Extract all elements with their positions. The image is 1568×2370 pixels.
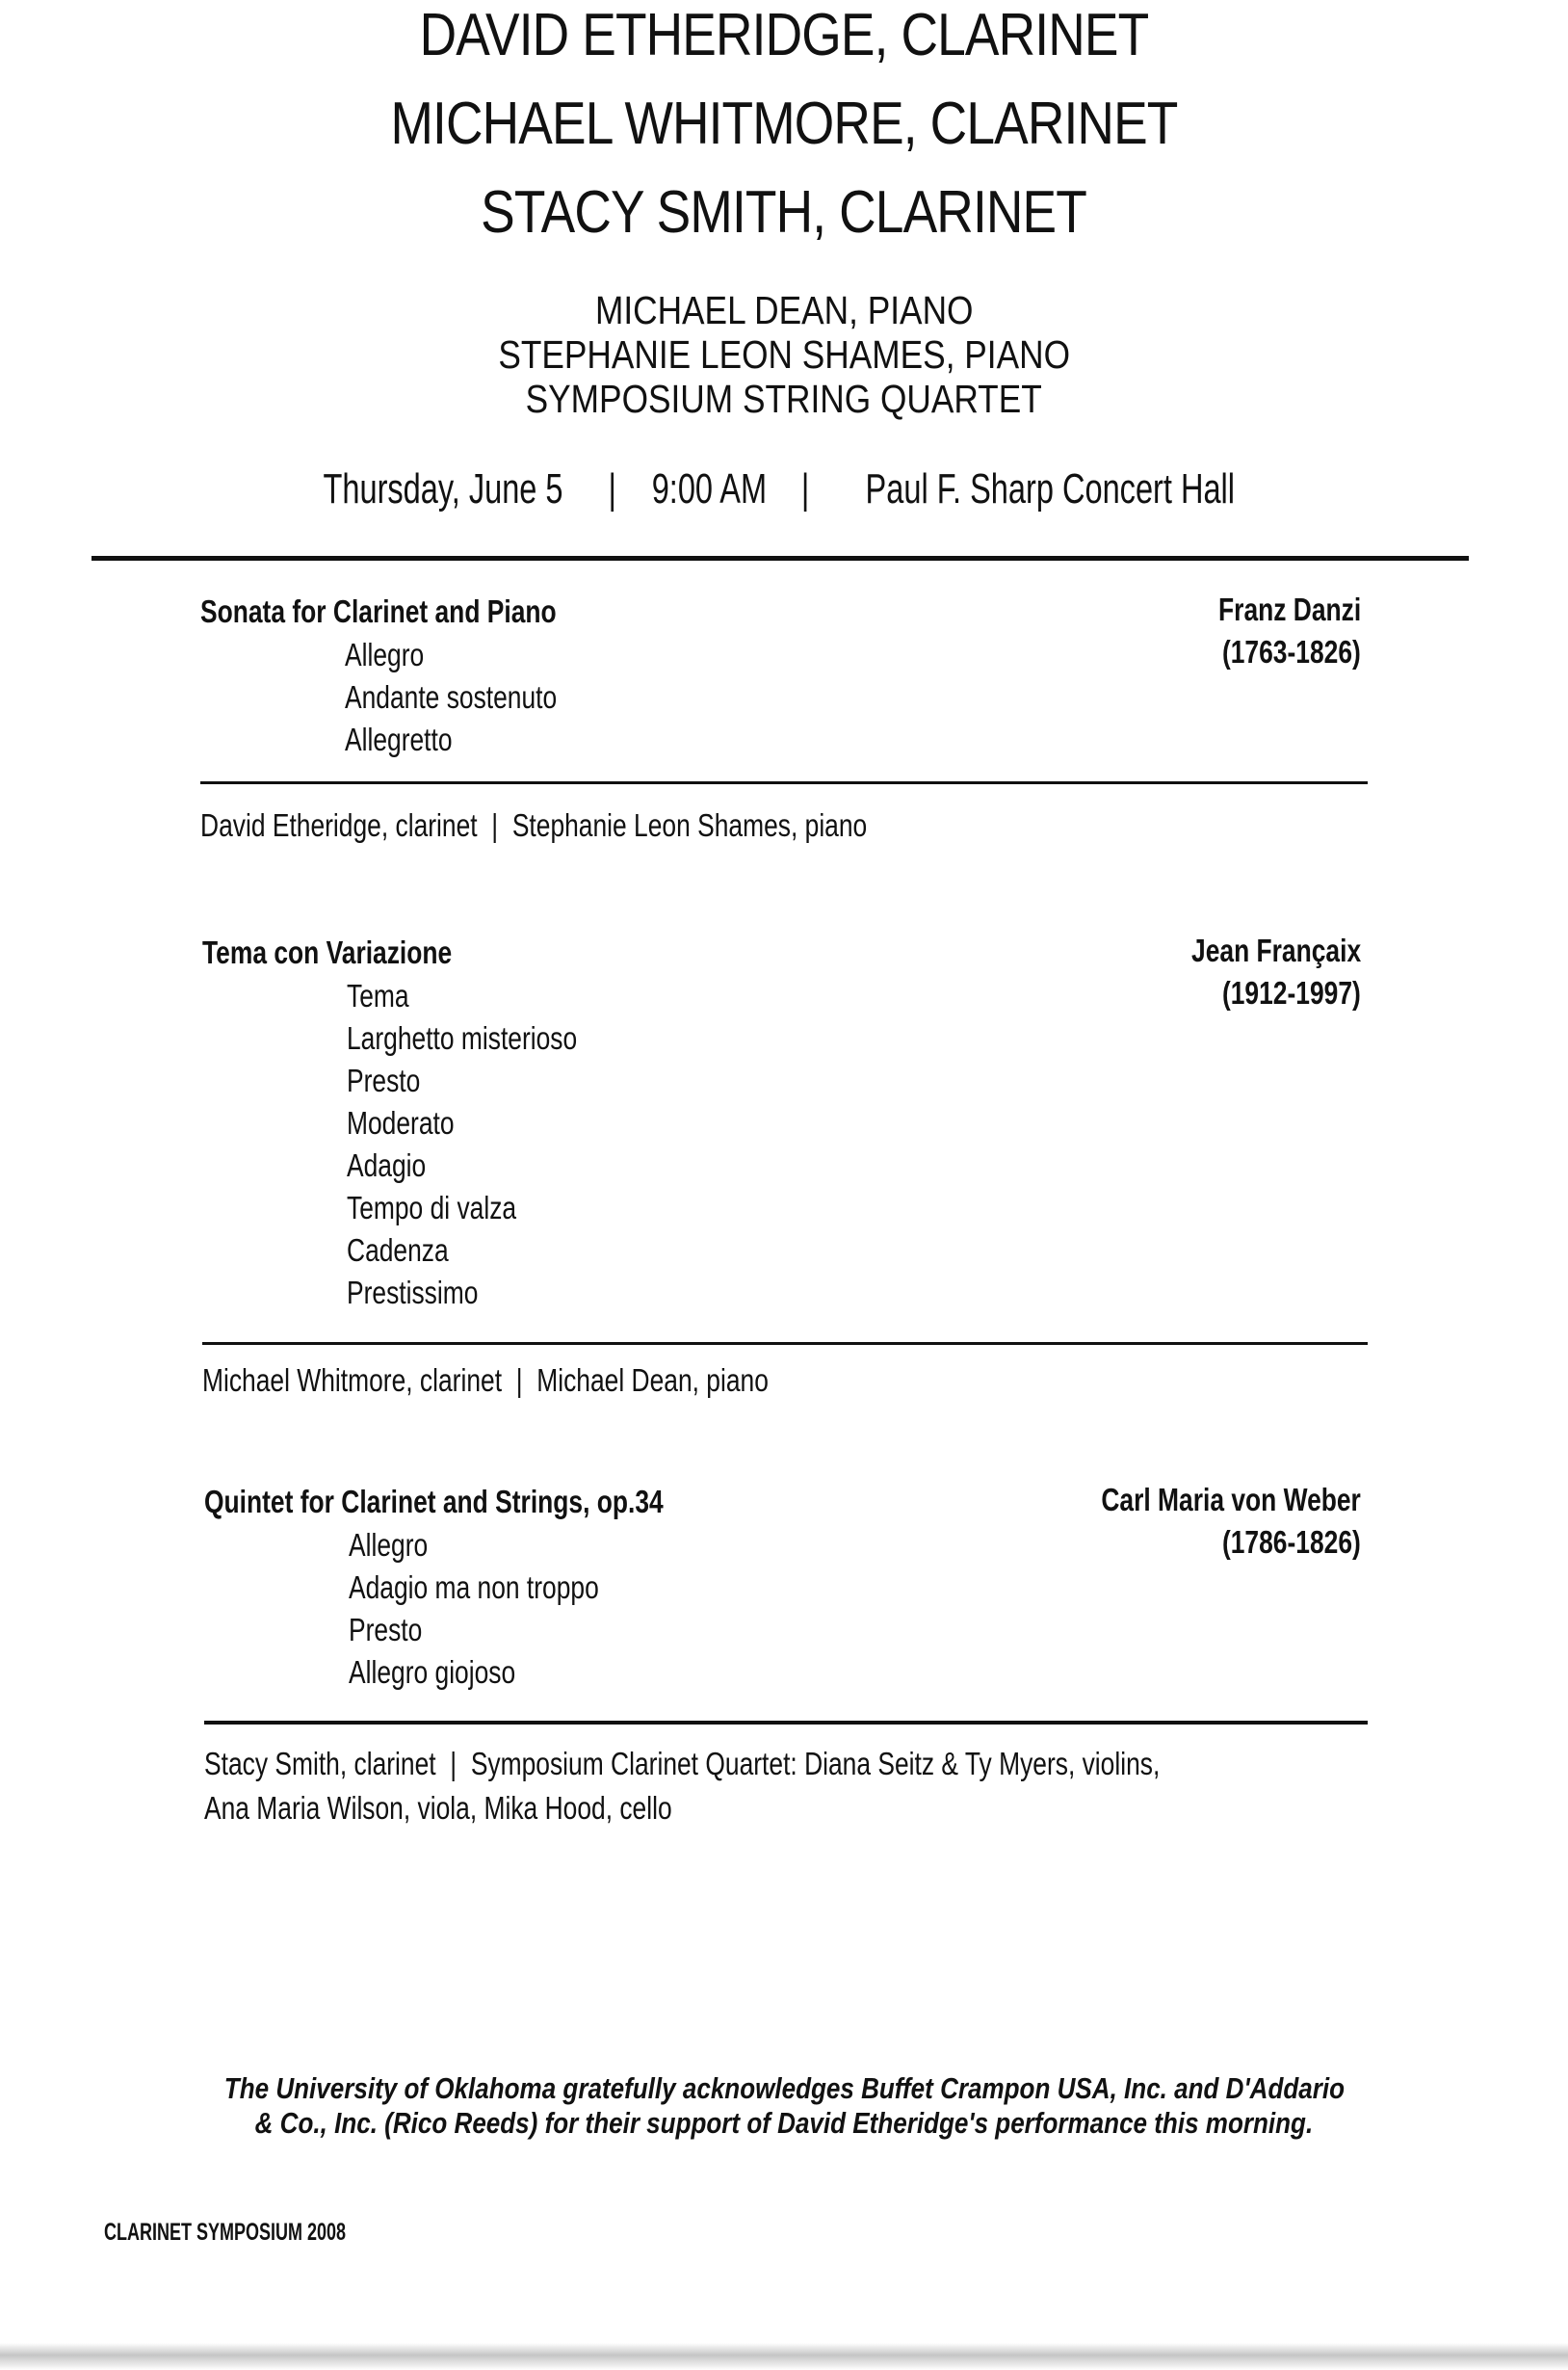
movement: Allegretto: [345, 722, 453, 757]
headliner-1: DAVID ETHERIDGE, CLARINET: [419, 2, 1149, 68]
piece-title: Sonata for Clarinet and Piano: [200, 593, 557, 629]
piece-title: Tema con Variazione: [202, 935, 453, 970]
movement: Tema: [347, 978, 409, 1014]
movement: Allegro: [345, 637, 425, 672]
performers: Ana Maria Wilson, viola, Mika Hood, cello: [204, 1790, 672, 1826]
headliner-3: STACY SMITH, CLARINET: [481, 179, 1087, 246]
movement: Moderato: [347, 1105, 455, 1141]
acknowledgment-line-2: & Co., Inc. (Rico Reeds) for their support of David Etheridge's performance this morning.: [254, 2106, 1314, 2140]
event-info: [0, 465, 1568, 513]
composer-dates: (1786-1826): [1222, 1524, 1361, 1560]
performers: David Etheridge, clarinet | Stephanie Leon Shames, piano: [200, 807, 868, 843]
piece-title: Quintet for Clarinet and Strings, op.34: [204, 1484, 664, 1519]
movement: Presto: [347, 1063, 421, 1098]
acknowledgment-line-1: The University of Oklahoma gratefully acknowledges Buffet Crampon USA, Inc. and D'Addario: [223, 2071, 1345, 2105]
header-rule: [91, 556, 1469, 561]
movement: Allegro giojoso: [349, 1654, 516, 1690]
event-time: 9:00 AM: [651, 465, 767, 513]
section-rule: [204, 1721, 1368, 1725]
separator: |: [800, 465, 810, 513]
composer-name: Franz Danzi: [1217, 592, 1361, 627]
footer-label: CLARINET SYMPOSIUM 2008: [104, 2219, 347, 2246]
collaborator-1: MICHAEL DEAN, PIANO: [594, 288, 974, 332]
movement: Adagio ma non troppo: [349, 1569, 599, 1605]
section-rule: [202, 1342, 1368, 1345]
movement: Presto: [349, 1612, 423, 1647]
movement: Adagio: [347, 1147, 427, 1183]
movement: Cadenza: [347, 1232, 449, 1268]
event-date: Thursday, June 5: [323, 465, 563, 513]
performers: Stacy Smith, clarinet | Symposium Clarinet Quartet: Diana Seitz & Ty Myers, violins,: [204, 1746, 1161, 1781]
headliner-2: MICHAEL WHITMORE, CLARINET: [390, 91, 1178, 157]
performers: Michael Whitmore, clarinet | Michael Dean, piano: [202, 1362, 769, 1398]
collaborator-2: STEPHANIE LEON SHAMES, PIANO: [498, 332, 1070, 377]
movement: Tempo di valza: [347, 1190, 517, 1225]
composer-name: Jean Françaix: [1190, 933, 1361, 968]
movement: Prestissimo: [347, 1275, 479, 1310]
composer-dates: (1912-1997): [1222, 975, 1361, 1011]
movement: Larghetto misterioso: [347, 1020, 578, 1056]
composer-dates: (1763-1826): [1222, 634, 1361, 670]
event-venue: Paul F. Sharp Concert Hall: [865, 465, 1235, 513]
composer-name: Carl Maria von Weber: [1101, 1482, 1361, 1517]
section-rule: [200, 781, 1368, 784]
page-edge-shadow: [0, 2343, 1568, 2370]
collaborator-3: SYMPOSIUM STRING QUARTET: [525, 377, 1043, 421]
movement: Allegro: [349, 1527, 429, 1563]
movement: Andante sostenuto: [345, 679, 558, 715]
separator: |: [608, 465, 616, 513]
